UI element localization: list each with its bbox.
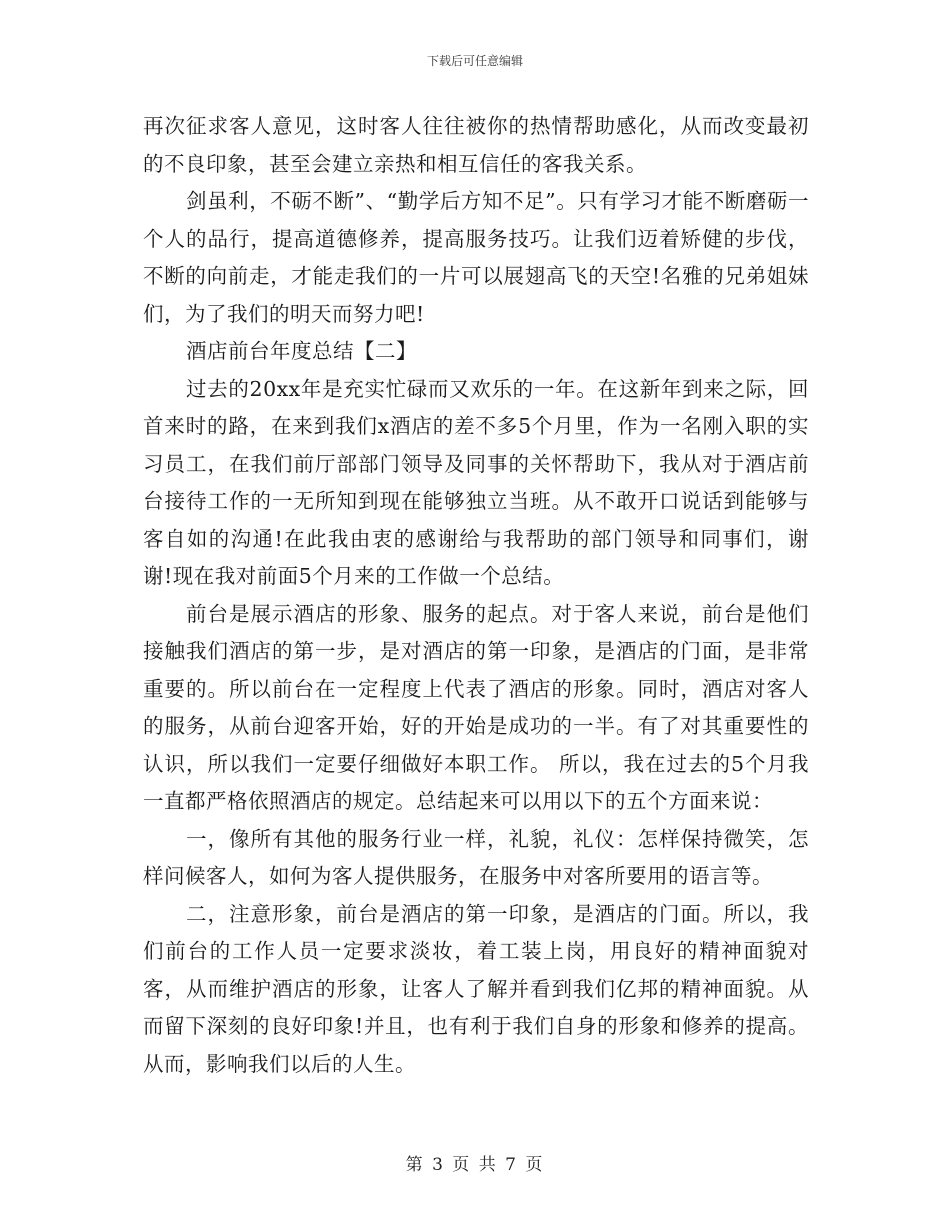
- paragraph-1: 再次征求客人意见，这时客人往往被你的热情帮助感化，从而改变最初的不良印象，甚至会建立亲热和相互信任的客我关系。: [143, 114, 809, 176]
- paragraph-2: 剑虽利，不砺不断”、“勤学后方知不足”。只有学习才能不断磨砺一个人的品行，提高道德修养，提高服务技巧。让我们迈着矫健的步伐，不断的向前走，才能走我们的一片可以展翅高飞的天空!名雅的兄弟姐妹们，为了我们的明天而努力吧!: [143, 189, 809, 326]
- paragraph-3: 过去的20xx年是充实忙碌而又欢乐的一年。在这新年到来之际，回首来时的路，在来到我们x酒店的差不多5个月里，作为一名刚入职的实习员工，在我们前厅部部门领导及同事的关怀帮助下，我从对于酒店前台接待工作的一无所知到现在能够独立当班。从不敢开口说话到能够与客自如的沟通!在此我由衷的感谢给与我帮助的部门领导和同事们，谢谢!现在我对前面5个月来的工作做一个总结。: [143, 376, 809, 588]
- paragraph-4: 前台是展示酒店的形象、服务的起点。对于客人来说，前台是他们接触我们酒店的第一步，是对酒店的第一印象，是酒店的门面，是非常重要的。所以前台在一定程度上代表了酒店的形象。同时，酒店对客人的服务，从前台迎客开始，好的开始是成功的一半。有了对其重要性的认识，所以我们一定要仔细做好本职工作。 所以，我在过去的5个月我一直都严格依照酒店的规定。总结起来可以用以下的五个方面来说：: [143, 601, 809, 813]
- page-header: 下载后可任意编辑: [426, 54, 523, 68]
- page-footer: 第 3 页 共 7 页: [405, 1155, 545, 1175]
- paragraph-6: 二，注意形象，前台是酒店的第一印象，是酒店的门面。所以，我们前台的工作人员一定要求淡妆，着工装上岗，用良好的精神面貌对客，从而维护酒店的形象，让客人了解并看到我们亿邦的精神面貌。从而留下深刻的良好印象!并且，也有利于我们自身的形象和修养的提高。从而，影响我们以后的人生。: [143, 901, 809, 1076]
- paragraph-5: 一，像所有其他的服务行业一样，礼貌，礼仪：怎样保持微笑，怎样问候客人，如何为客人提供服务，在服务中对客所要用的语言等。: [143, 826, 809, 888]
- section-heading: 酒店前台年度总结【二】: [186, 339, 417, 363]
- document-body: [143, 108, 809, 1083]
